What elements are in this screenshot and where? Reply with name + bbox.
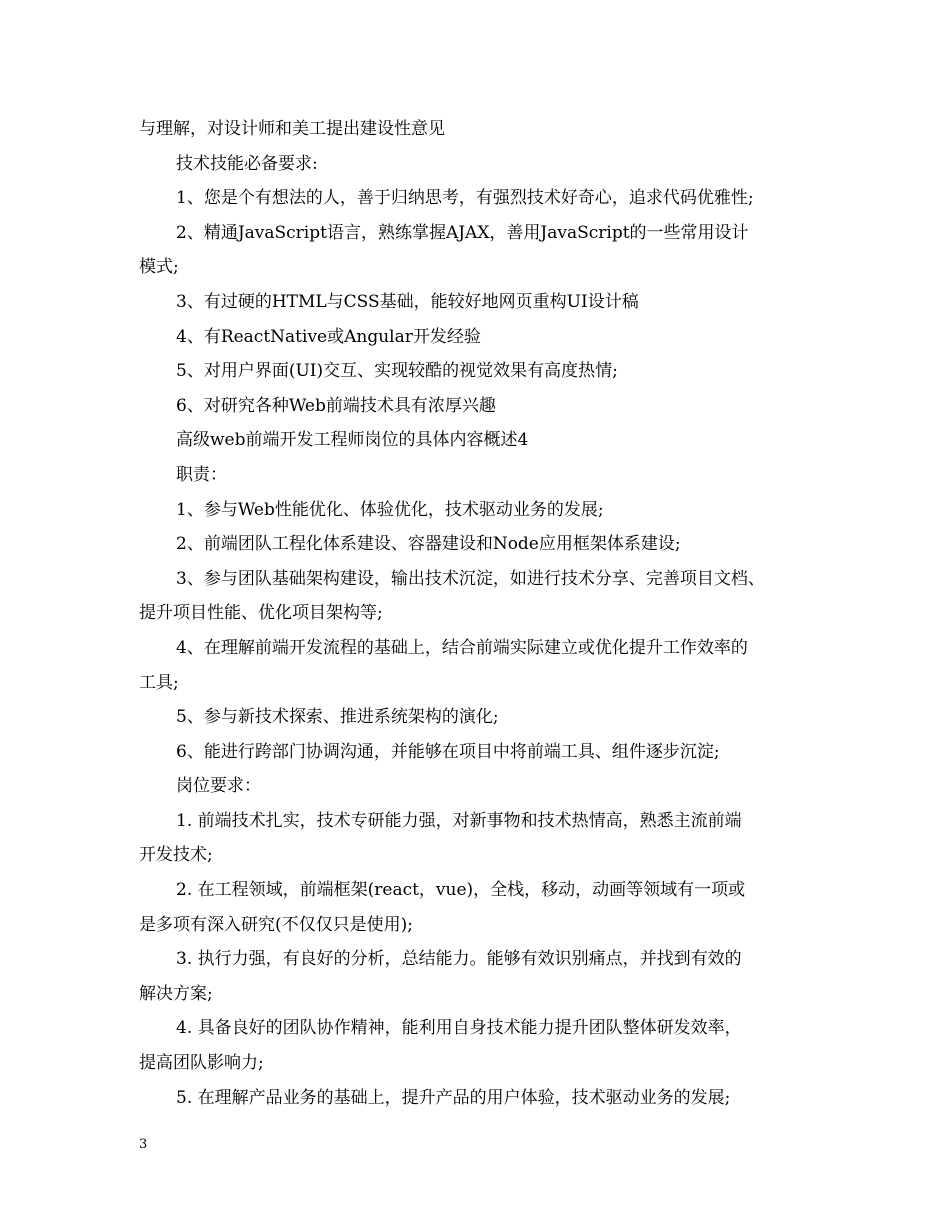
text-line: 岗位要求： [176, 776, 261, 797]
text-line: 3、参与团队基础架构建设，输出技术沉淀，如进行技术分享、完善项目文档、 [176, 568, 765, 589]
text-line: 工具; [139, 672, 179, 693]
text-line: 1、参与Web性能优化、体验优化，技术驱动业务的发展; [176, 499, 604, 520]
text-line: 4. 具备良好的团队协作精神，能利用自身技术能力提升团队整体研发效率， [176, 1018, 742, 1039]
text-line: 2、前端团队工程化体系建设、容器建设和Node应用框架体系建设; [176, 534, 681, 555]
page-number: 3 [139, 1137, 148, 1152]
text-line: 2. 在工程领域，前端框架(react，vue)，全栈，移动，动画等领域有一项或 [176, 880, 746, 901]
text-line: 6、能进行跨部门协调沟通，并能够在项目中将前端工具、组件逐步沉淀; [176, 741, 720, 762]
text-line: 模式; [139, 257, 179, 278]
text-line: 提高团队影响力; [139, 1053, 264, 1074]
text-line: 1、您是个有想法的人，善于归纳思考，有强烈技术好奇心，追求代码优雅性; [176, 188, 754, 209]
text-line: 技术技能必备要求: [176, 153, 318, 174]
text-line: 6、对研究各种Web前端技术具有浓厚兴趣 [176, 395, 496, 416]
document-body [139, 112, 829, 1115]
text-line: 4、在理解前端开发流程的基础上，结合前端实际建立或优化提升工作效率的 [176, 637, 748, 658]
text-line: 5. 在理解产品业务的基础上，提升产品的用户体验，技术驱动业务的发展; [176, 1087, 731, 1108]
section-heading: 高级web前端开发工程师岗位的具体内容概述4 [176, 430, 529, 451]
text-line: 4、有ReactNative或Angular开发经验 [176, 326, 481, 347]
text-line: 5、对用户界面(UI)交互、实现较酷的视觉效果有高度热情; [176, 361, 618, 382]
text-line: 职责： [176, 464, 227, 485]
text-line: 3、有过硬的HTML与CSS基础，能较好地网页重构UI设计稿 [176, 291, 639, 312]
text-line: 是多项有深入研究(不仅仅只是使用); [139, 914, 413, 935]
text-line: 开发技术; [139, 845, 213, 866]
text-line: 与理解，对设计师和美工提出建设性意见 [139, 119, 445, 139]
text-line: 2、精通JavaScript语言，熟练掌握AJAX，善用JavaScript的一些常用设计 [176, 222, 749, 243]
text-line: 3. 执行力强，有良好的分析，总结能力。能够有效识别痛点，并找到有效的 [176, 949, 742, 970]
text-line: 1. 前端技术扎实，技术专研能力强，对新事物和技术热情高，熟悉主流前端 [176, 810, 742, 831]
text-line: 解决方案; [139, 983, 213, 1004]
text-line: 提升项目性能、优化项目架构等; [139, 603, 383, 624]
text-line: 5、参与新技术探索、推进系统架构的演化; [176, 707, 499, 728]
